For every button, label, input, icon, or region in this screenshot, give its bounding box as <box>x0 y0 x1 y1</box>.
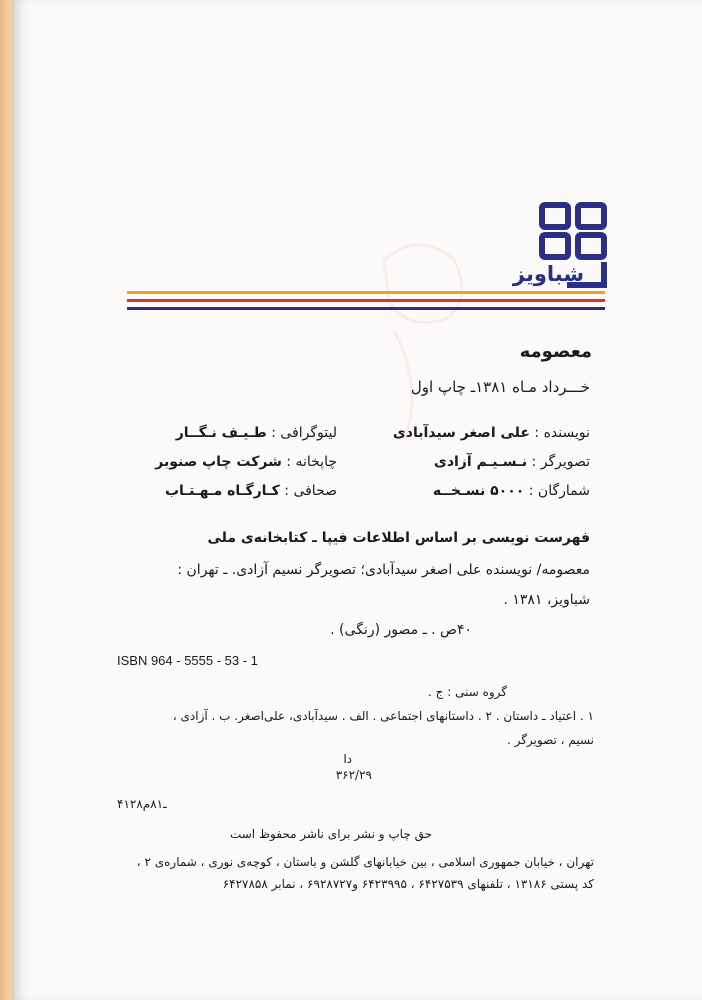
rights-notice: حق چاپ و نشر برای ناشر محفوظ است <box>229 827 432 841</box>
book-spine-edge <box>0 0 14 1000</box>
credit-label: نویسنده : <box>534 425 590 441</box>
stripe-red <box>127 299 605 302</box>
cip-line-2: شباویز، ۱۳۸۱ . <box>503 592 590 608</box>
credit-value: ۵۰۰۰ نسـخــه <box>432 483 525 499</box>
credit-label: چاپخانه : <box>286 454 337 470</box>
credit-value: کـارگـاه مـهـتـاب <box>164 483 280 499</box>
publisher-name: شباویز <box>512 262 584 286</box>
credit-value: علی اصغر سیدآبادی <box>392 425 530 441</box>
credit-label: صحافی : <box>284 483 337 499</box>
credit-binding <box>165 483 337 499</box>
credit-value: طـیـف نـگــار <box>175 425 267 441</box>
cip-heading: فهرست نویسی بر اساس اطلاعات فیپا ـ کتابخانه‌ی ملی <box>207 530 590 546</box>
credit-value: شرکت چاپ صنوبر <box>155 454 282 470</box>
call-number: ۴۱۲۸ـ۸۱م <box>117 797 167 811</box>
stripe-orange <box>127 291 605 294</box>
credit-label: لیتوگرافی : <box>271 425 337 441</box>
credit-lithography <box>176 425 337 441</box>
address-line-2: کد پستی ۱۳۱۸۶ ، تلفنهای ۶۴۲۷۵۳۹ ، ۶۴۲۳۹۹۵ و۶۹۲۸۷۲۷ ، نمابر ۶۴۲۷۸۵۸ <box>222 877 594 891</box>
credit-label: شمارگان : <box>528 483 590 499</box>
credit-author <box>393 425 590 441</box>
cip-line-3: ۴۰ص . ـ مصور (رنگی) . <box>330 622 472 638</box>
copyright-page <box>14 0 702 1000</box>
classification-1: دا <box>343 752 352 766</box>
credit-printing-house <box>155 454 337 470</box>
credit-label: تصویرگر : <box>531 454 590 470</box>
age-group: گروه سنی : ج . <box>428 685 507 699</box>
credit-print-run <box>433 483 590 499</box>
show-through-illustration <box>344 230 494 450</box>
credit-illustrator <box>434 454 590 470</box>
subjects-line-2: نسیم ، تصویرگر . <box>506 733 594 747</box>
address-line-1: تهران ، خیابان جمهوری اسلامی ، بین خیابانهای گلشن و باستان ، کوچه‌ی نوری ، شماره‌ی ۲ ، <box>136 855 594 869</box>
stripe-navy <box>127 307 605 310</box>
subjects-line-1: ۱ . اعتیاد ـ داستان . ۲ . داستانهای اجتماعی . الف . سیدآبادی، علی‌اصغر. ب . آزادی ، <box>172 709 594 723</box>
isbn: ISBN 964 - 5555 - 53 - 1 <box>117 653 258 668</box>
cip-line-1: معصومه/ نویسنده علی اصغر سیدآبادی؛ تصویرگر نسیم آزادی. ـ تهران : <box>177 562 590 578</box>
classification-2: ۳۶۲/۲۹ <box>335 768 372 782</box>
book-title: معصومه <box>519 341 592 362</box>
edition-line: خـــرداد مـاه ۱۳۸۱ـ چاپ اول <box>410 378 590 396</box>
credit-value: نـسـیـم آزادی <box>433 454 528 470</box>
